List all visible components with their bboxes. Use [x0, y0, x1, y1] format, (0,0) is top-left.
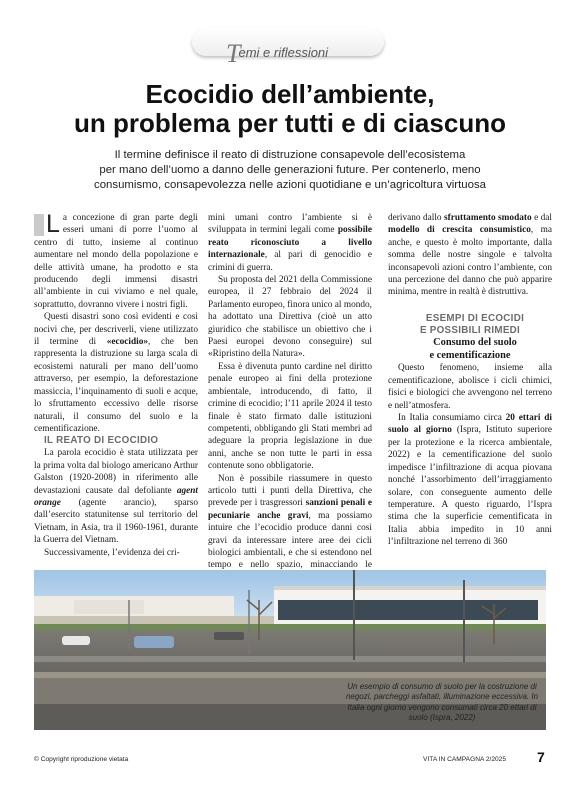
section-heading-esempi [388, 313, 552, 337]
text-column-3 [388, 212, 552, 549]
section-heading-line: ESEMPI DI ECOCIDI [425, 312, 525, 324]
paragraph-text: , che ben rappresenta la distruzione su larga scala di ecosistemi naturali per mano dell’uomo attraverso, per esempio, la deforestazione massiccia, l’inquinamento di suoli e acque, lo sfruttamento eccessivo delle risorse naturali, il consumo del suolo e la cementificazione. [34, 337, 198, 434]
paragraph: Questo fenomeno, insieme alla cementificazione, abolisce i cicli chimici, fisici e biologici che avvengono nel terreno e nell’atmosfera. [388, 363, 552, 411]
paragraph-text: derivano dallo [388, 213, 444, 223]
paragraph-text: e dal [531, 213, 552, 223]
subsection-heading-line: e cementificazione [429, 349, 511, 361]
subtitle-line-3: consumismo, consapevolezza nelle azioni quotidiane e un’agricoltura virtuosa [94, 179, 486, 191]
paragraph-text: a concezione di gran parte degli esseri umani di porre l’uomo al centro di tutto, insieme al continuo aumentare nel mondo della popolazione e delle attività umane, ha prodotto e sta producendo degli immensi disastri all’ambiente in cui viviamo e nel quale, soprattutto, dovranno vivere i nostri figli. [34, 213, 198, 310]
copyright-notice: © Copyright riproduzione vietata [34, 756, 129, 763]
paragraph-text: , ma possiamo intuire che l’ecocidio produce danni così gravi da interessare intere aree dei cicli biologici ambientali, e che si estendono nel tempo e nello spazio, minacciando le [208, 510, 372, 571]
page-number: 7 [537, 749, 545, 765]
dropcap-letter: L [46, 210, 60, 238]
article-title [20, 80, 560, 138]
paragraph-text: (Ispra, Istituto superiore per la protezione e la ricerca ambientale, 2022) e la cementificazione del suolo impedisce l’infiltrazione di acqua piovana nonché l’assorbimento dell’irraggiamento solare, con conseguente aumento delle temperature. A questo riguardo, l’Ispra stima che la superficie cementificata in Italia abbia impedito in 10 anni l’infiltrazione nel terreno di 360 [388, 425, 552, 548]
title-line-1: Ecocidio dell’ambiente, [145, 79, 435, 109]
dropcap-decoration [34, 214, 44, 236]
paragraph-text: (agente arancio), sparso dall’esercito statunitense sul territorio del Vietnam, in Asia, tra il 1960-1961, durante la Guerra del Vietnam. [34, 497, 198, 546]
section-heading-reato: IL REATO DI ECOCIDIO [44, 435, 159, 447]
bold-term: possibile reato riconosciuto a livello internazionale [208, 225, 372, 261]
magazine-issue: VITA IN CAMPAGNA 2/2025 [423, 756, 506, 763]
rubric-initial: T [226, 39, 241, 68]
title-line-2: un problema per tutti e di ciascuno [74, 108, 506, 138]
paragraph-text: , al pari di genocidio e crimini di guerra. [208, 250, 372, 273]
paragraph-text: In Italia consumiamo circa [398, 413, 506, 424]
bold-term: modello di crescita consumistico [388, 225, 531, 236]
paragraph-text: La parola ecocidio è stata utilizzata per la prima volta dal biologo americano Arthur Galston (1920-2008) in riferimento alle devastazioni causate dal defoliante [34, 448, 198, 496]
paragraph-text: , ma anche, e questo è molto importante, dalla somma delle nostre singole e talvolta inconsapevoli azioni contro l’ambiente, con una percezione del danno che può apparire minima, mentre in realtà è distruttiva. [388, 225, 552, 298]
paragraph-intro [34, 212, 198, 311]
bold-term: «ecocidio» [106, 337, 149, 348]
article-subtitle [60, 148, 520, 193]
paragraph [208, 212, 372, 274]
photo-caption: Un esempio di consumo di suolo per la costruzione di negozi, parcheggi asfaltati, illuminazione eccessiva. In Italia ogni giorno vengono consumati circa 20 ettari di suolo (Ispra, 2022) [345, 682, 539, 723]
rubric-rest: emi e riflessioni [238, 45, 329, 60]
bold-term: sanzioni penali e pecuniarie anche gravi [208, 498, 373, 521]
rubric-label [226, 34, 329, 68]
paragraph [388, 412, 552, 548]
text-column-2 [208, 212, 372, 597]
subtitle-line-1: Il termine definisce il reato di distruzione consapevole dell’ecosistema [114, 149, 466, 161]
italic-term: agent orange [34, 485, 198, 508]
bold-term: 20 ettari di suolo al giorno [388, 413, 552, 436]
subtitle-line-2: per mano dell’uomo a danno delle generazioni future. Per contenerlo, meno [99, 164, 481, 176]
paragraph: Su proposta del 2021 della Commissione europea, il 27 febbraio del 2024 il Parlamento europeo, finora unico al mondo, ha adottato una Direttiva (cioè un atto giuridico che stabilisce un obiettivo che i Paesi europei devono conseguire) sul «Ripristino della Natura». [208, 275, 372, 360]
text-column-1 [34, 212, 198, 559]
paragraph-text: Questi disastri sono così evidenti e così nocivi che, per descriverli, viene utilizzato il termine di [34, 312, 198, 348]
section-heading-line: E POSSIBILI RIMEDI [419, 324, 521, 336]
subsection-heading [388, 337, 552, 363]
section-rubric [192, 22, 384, 68]
paragraph-text: mini umani contro l’ambiente si è sviluppata in termini legali come [208, 213, 372, 236]
subsection-heading-line: Consumo del suolo [433, 336, 517, 348]
paragraph [34, 447, 198, 546]
paragraph [34, 311, 198, 435]
paragraph [388, 212, 552, 299]
bold-term: sfruttamento smodato [443, 213, 532, 223]
paragraph-text: Non è possibile riassumere in questo articolo tutti i punti della Direttiva, che prevede per i trasgressori [208, 473, 372, 509]
paragraph: Essa è divenuta punto cardine nel diritto penale europeo ai fini della protezione ambientale, introducendo, di fatto, il crimine di ecocidio; l’11 aprile 2024 il testo finale è stato firmato dalle istituzioni competenti, obbligando gli Stati membri ad adeguare la propria legislazione in due anni, anche se non tutte le parti in essa contenute sono obbligatorie. [208, 361, 372, 472]
paragraph: Successivamente, l’evidenza dei cri- [44, 547, 180, 558]
paragraph [208, 473, 372, 585]
